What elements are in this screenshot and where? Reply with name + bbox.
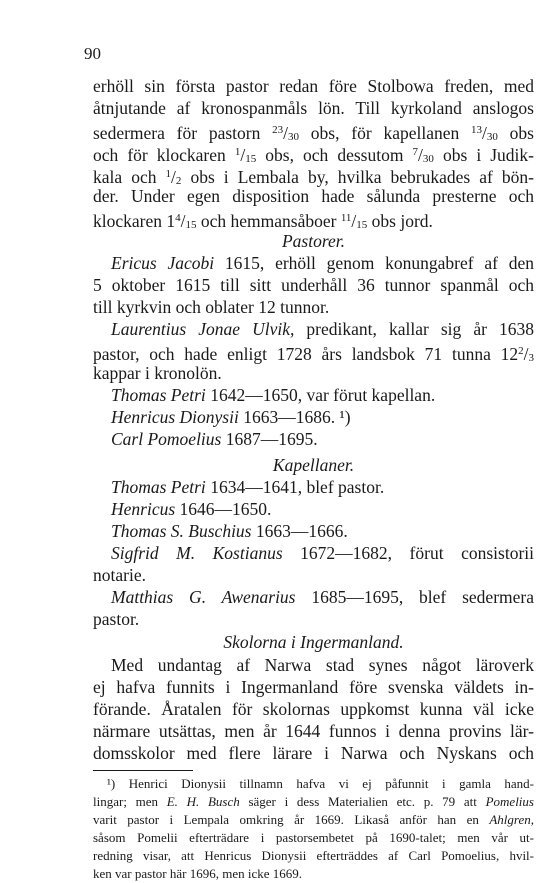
fraction-numerator: 11 [340, 212, 352, 224]
text-line: åtnjutande af kronospanmåls lön. Till kyrkoland anslogos [93, 98, 534, 118]
text-run: pastor, och hade enligt 1728 års landsbok 71 tunna 12 [93, 344, 519, 364]
footnote-name: E. H. Busch [166, 794, 240, 809]
text-line: der. Under egen disposition hade sålunda presterne och [93, 186, 534, 206]
fraction-denominator: 30 [288, 131, 300, 143]
person-name: Carl Pomoelius [111, 429, 222, 449]
page-number: 90 [84, 44, 101, 63]
entry-line [93, 542, 534, 564]
person-name: Henricus Dionysii [111, 407, 239, 427]
fraction-numerator: 4 [175, 212, 181, 224]
entry-line: notarie. [93, 565, 146, 585]
text-run: obs, för kapellanen [299, 123, 472, 143]
footnote-line: såsom Pomelii efterträdare i pastorsembetet på 1690-talet; men vår ut- [93, 830, 534, 845]
text-run: klockaren 1 [93, 211, 176, 231]
text-run: obs [497, 123, 534, 143]
text-line: erhöll sin första pastor redan före Stolbowa freden, med [93, 76, 534, 96]
text-run: 1663—1686. [238, 407, 340, 427]
text-run: 1615, erhöll genom konungabref af den [214, 253, 534, 273]
person-name: Ericus Jacobi [111, 253, 215, 273]
text-run: obs, och dessutom [256, 145, 413, 165]
person-name: Matthias G. Awenarius [111, 587, 296, 607]
entry-line [93, 498, 534, 520]
person-name: Thomas Petri [111, 385, 206, 405]
entry-line [93, 252, 534, 274]
text-run: 1634—1641, blef pastor. [205, 477, 385, 497]
footnote-mark: ¹) [339, 407, 351, 427]
text-run: 1663—1666. [251, 521, 348, 541]
entry-line [93, 476, 534, 498]
entry-line [93, 318, 534, 340]
footnote-line: redning visar, att Henricus Dionysii efterträddes af Carl Pomoelius, hvil- [93, 848, 534, 863]
section-heading-pastorer: Pastorer. [281, 231, 346, 251]
footnote-rule [93, 770, 193, 771]
entry-line: kappar i kronolön. [93, 363, 222, 383]
entry-line [93, 520, 534, 542]
section-heading-skolorna: Skolorna i Ingermanland. [223, 632, 404, 652]
text-line: kala och $^1/_2$ obs i Lembala by, hvilka bebrukades af bön- [93, 167, 534, 187]
text-line: sedermera för pastorn $^{23}/_{30}$ obs, för kapellanen $^{13}/_{30}$ obs [93, 123, 534, 143]
fraction-denominator: 2 [175, 175, 182, 187]
fraction-numerator: 13 [471, 124, 483, 136]
text-run: 1642—1650, var förut kapellan. [205, 385, 436, 405]
footnote-name: Pomelius [485, 794, 534, 809]
person-name: Sigfrid M. Kostianus [111, 543, 283, 563]
fraction-denominator: 15 [185, 219, 197, 231]
fraction-numerator: 2 [518, 345, 524, 357]
fraction-denominator: 30 [422, 153, 434, 165]
text-run: 1687—1695. [221, 429, 318, 449]
text-run: och för klockaren [93, 145, 235, 165]
text-line: klockaren $1^4/_{15}$ och hemmansåboer $^{11}/_{15}$ obs jord. [93, 211, 433, 231]
entry-line: pastor, och hade enligt 1728 års landsbok 71 tunna $12^2/_3$ [93, 344, 534, 364]
text-line: ej hafva funnits i Ingermanland före svenska väldets in- [93, 677, 534, 697]
fraction-denominator: 3 [528, 352, 534, 364]
entry-line [93, 384, 534, 406]
person-name: Thomas Petri [111, 477, 206, 497]
entry-line: till kyrkvin och oblater 12 tunnor. [93, 297, 330, 317]
entry-line: pastor. [93, 609, 140, 629]
entry-line [93, 428, 534, 450]
text-run: predikant, kallar sig år 1638 [294, 319, 534, 339]
text-line: närmare utsättas, men år 1644 funnos i denna provins lär- [93, 721, 534, 741]
person-name: Laurentius Jonae Ulvik, [111, 319, 295, 339]
entry-line [93, 406, 534, 428]
text-run: 1672—1682, förut consistorii [282, 543, 534, 563]
fraction-numerator: 23 [272, 124, 284, 136]
fraction-denominator: 15 [356, 219, 368, 231]
footnote-line: ¹) Henrici Dionysii tillnamn hafva vi ej påfunnit i gamla hand- [107, 776, 534, 791]
text-run: 1646—1650. [175, 499, 272, 519]
fraction-denominator: 15 [245, 153, 257, 165]
text-line: domsskolor med flere lärare i Narwa och Nyskans och [93, 743, 534, 763]
text-line: Med undantag af Narwa stad synes något läroverk [111, 655, 534, 675]
text-line: förande. Åratalen för skolornas uppkomst kunna väl icke [93, 699, 534, 719]
person-name: Thomas S. Buschius [111, 521, 252, 541]
fraction-numerator: 7 [412, 146, 419, 158]
text-run: och hemmansåboer [196, 211, 341, 231]
person-name: Henricus [111, 499, 176, 519]
text-run: kala och [93, 167, 166, 187]
footnote-line: lingar; men E. H. Busch säger i dess Materialien etc. p. 79 att Pomelius [93, 794, 534, 809]
text-run: obs i Lembala by, hvilka bebrukades af bön- [181, 167, 534, 187]
fraction-numerator: 1 [234, 146, 241, 158]
section-heading-kapellaner: Kapellaner. [272, 455, 355, 475]
text-line: och för klockaren $^1/_{15}$ obs, och dessutom $^7/_{30}$ obs i Judik- [93, 145, 534, 165]
text-run: obs i Judik- [433, 145, 534, 165]
footnote-line: ken var pastor här 1696, men icke 1669. [93, 866, 303, 881]
fraction-denominator: 30 [486, 131, 498, 143]
text-run: sedermera för pastorn [93, 123, 273, 143]
footnote-line: varit pastor i Lempala omkring år 1669. Likaså anför han en Ahlgren, [93, 812, 534, 827]
text-run: 1685—1695, blef sedermera [295, 587, 534, 607]
entry-line [93, 586, 534, 608]
entry-line: 5 oktober 1615 till sitt underhåll 36 tunnor spanmål och [93, 275, 534, 295]
text-run: obs jord. [367, 211, 433, 231]
fraction-numerator: 1 [165, 168, 172, 180]
footnote-name: Ahlgren, [489, 812, 534, 827]
